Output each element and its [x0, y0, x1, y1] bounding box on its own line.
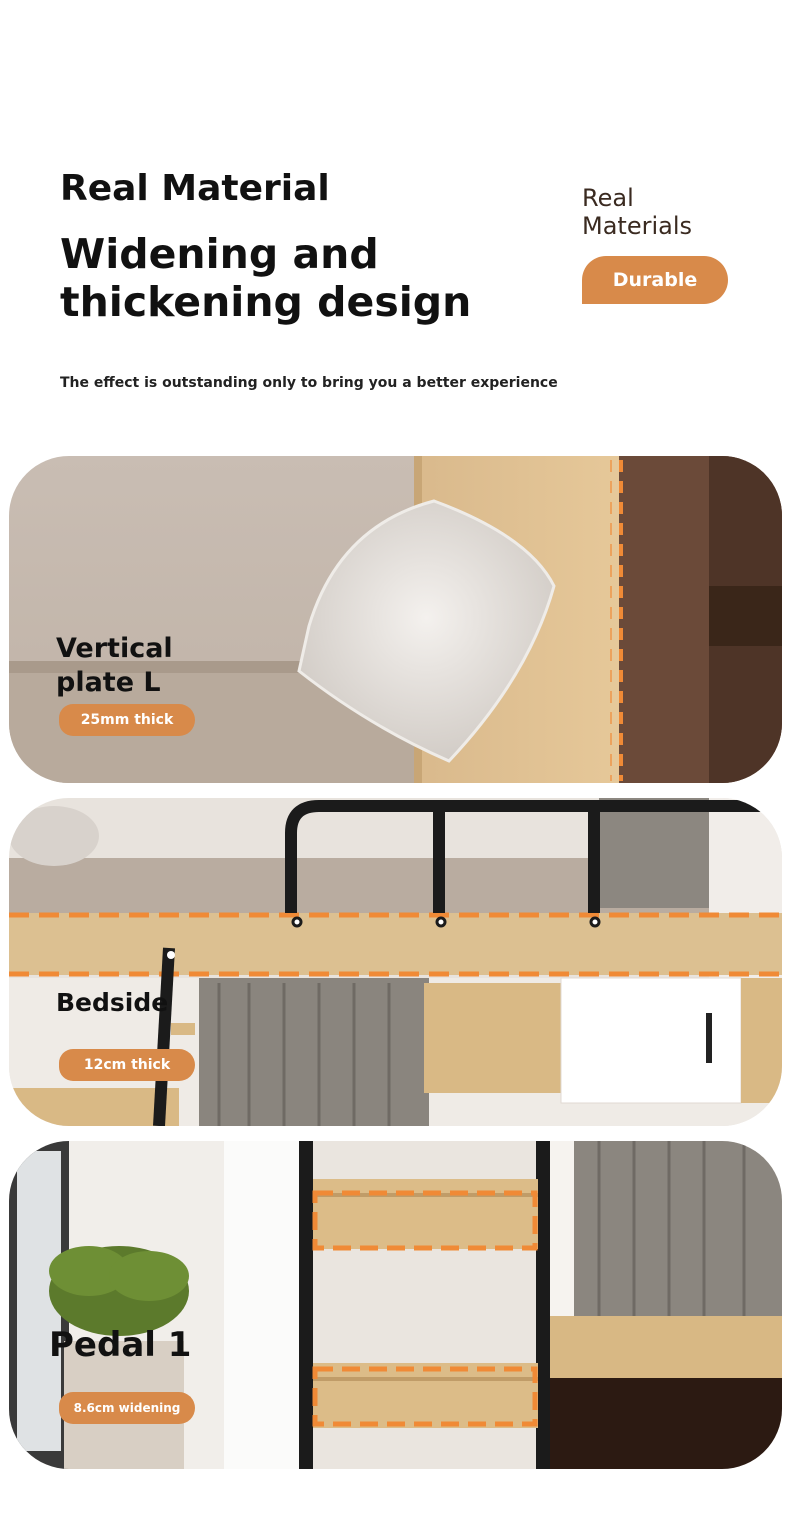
panel-vertical-plate: [9, 456, 782, 783]
panel-pedal: [9, 1141, 782, 1469]
bedside-label: Bedside: [56, 988, 169, 1017]
vertical-plate-label: Vertical plate L: [56, 633, 173, 698]
bedside-badge: 12cm thick: [59, 1049, 195, 1081]
panel-bedside: [9, 798, 782, 1126]
pedal-badge: 8.6cm widening: [59, 1392, 195, 1424]
pedal-label: Pedal 1: [49, 1325, 192, 1365]
vertical-plate-badge: 25mm thick: [59, 704, 195, 736]
page-title: Real Material: [60, 168, 330, 209]
durable-badge: Durable: [582, 256, 728, 304]
page-subtitle: The effect is outstanding only to bring you a better experience: [60, 375, 558, 391]
page-headline: Widening and thickening design: [60, 230, 472, 326]
side-title: Real Materials: [582, 184, 693, 240]
